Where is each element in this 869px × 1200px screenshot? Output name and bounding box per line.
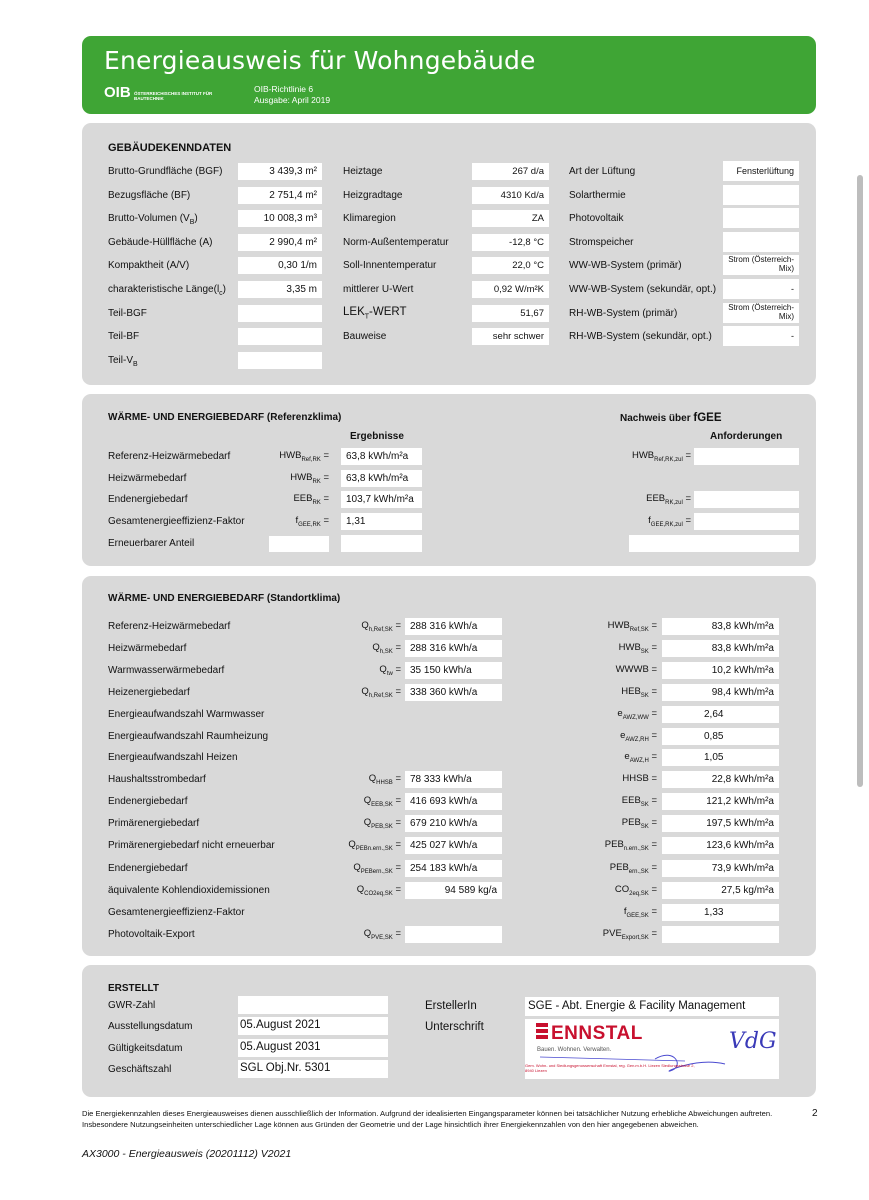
proof-heading [620,412,722,424]
building-value: 2 751,4 m² [238,187,322,204]
site-specific-value: 10,2 kWh/m²a [662,662,779,679]
system-value: Strom (Österreich-Mix) [723,303,799,323]
label-text: Klimaregion [343,213,396,224]
page-number: 2 [812,1108,818,1119]
building-label [108,308,147,319]
created-value: SGL Obj.Nr. 5301 [238,1060,388,1078]
proof-fgee: fGEE [693,412,722,424]
system-value [723,208,799,228]
symbol-sub: h,Ref,SK [368,626,393,633]
label-sub: B [189,219,195,226]
symbol-sub: n.ern.,SK [623,845,649,852]
building-value: 3,35 m [238,281,322,298]
requirement-value [629,535,799,552]
symbol-main: e [617,708,623,719]
symbol-main: HWB [279,450,302,461]
symbol-main: HWB [618,642,641,653]
site-specific-value: 121,2 kWh/m²a [662,793,779,810]
building-label [108,355,138,368]
symbol-main: Q [353,862,361,873]
page-title: Energieausweis für Wohngebäude [104,46,536,75]
symbol-main: EEB [646,493,666,504]
site-symbol: $Q_{h,Ref,SK}$ = [361,686,401,699]
site-value: 288 316 kWh/a [405,618,502,635]
climate-label [343,213,396,224]
site-symbol-specific: $PVE_{Export,SK}$ = [602,928,657,941]
proof-text: Nachweis über [620,413,691,424]
label-text: mittlerer U-Wert [343,284,414,295]
symbol-sub: Ref,RK,zul [654,456,683,463]
site-specific-value: 22,8 kWh/m²a [662,771,779,788]
climate-label [343,260,436,271]
site-symbol-specific: $PEB_{n.ern.,SK}$ = [604,839,657,852]
site-label: Photovoltaik-Export [108,929,195,940]
symbol-main: f [648,515,651,526]
system-label: Stromspeicher [569,237,634,248]
label-end: -WERT [369,306,407,318]
guideline-name: OIB-Richtlinie 6 [254,84,314,94]
building-label [108,284,226,297]
building-value [238,328,322,345]
climate-label [343,166,382,177]
system-value [723,232,799,252]
site-specific-value: 2,64 [662,706,779,723]
symbol-main: Q [361,620,369,631]
label-text: Bauweise [343,331,387,342]
site-value: 679 210 kWh/a [405,815,502,832]
page-header [82,36,816,114]
symbol-main: PEB [609,862,629,873]
symbol-main: PVE [602,928,622,939]
reference-label: Gesamtenergieeffizienz-Faktor [108,516,245,527]
label-text: charakteristische Länge(l [108,284,220,295]
symbol-sub: Ref,RK [301,456,321,463]
climate-value: 0,92 W/m²K [472,281,549,298]
disclaimer-text: Die Energiekennzahlen dieses Energieausweises dienen ausschließlich der Information. Aufgrund der idealisierten Eingangsparameter können bei tatsächlicher Nutzung erhebliche Abweichungen auftreten. Insbesondere Nutzungseinheiten unterschiedlicher Lage können aus Gründen der Geometrie und der Lage hinsichtlich ihrer Energiekennzahlen von den hier angegebenen abweichen. [82,1109,773,1129]
site-label: Gesamtenergieeffizienz-Faktor [108,907,245,918]
requirement-symbol: $f_{GEE,RK,zul}$ = [648,515,691,528]
created-label: Ausstellungsdatum [108,1021,193,1032]
symbol-sub: PEBn.ern.,SK [355,845,393,852]
label-text: Soll-Innentemperatur [343,260,437,271]
symbol-main: HWB [607,620,630,631]
label-text: Kompaktheit (A/V) [108,260,190,271]
system-label: RH-WB-System (primär) [569,308,678,319]
reference-symbol: $EEB_{RK}$ = [293,493,329,506]
oib-logo: OIB [104,84,131,101]
created-heading: ERSTELLT [108,983,159,994]
site-value: 288 316 kWh/a [405,640,502,657]
site-value: 254 183 kWh/a [405,860,502,877]
symbol-sub: AWZ,WW [622,714,649,721]
climate-value: 22,0 °C [472,257,549,274]
site-specific-value: 123,6 kWh/m²a [662,837,779,854]
label-end: ) [194,213,198,224]
symbol-sub: GEE,RK,zul [650,521,683,528]
site-label: Primärenergiebedarf [108,818,200,829]
climate-label [343,237,449,248]
site-label: Primärenergiebedarf nicht erneuerbar [108,840,275,851]
symbol-sub: tw [386,670,393,677]
reference-value: 63,8 kWh/m²a [341,470,422,487]
site-label: äquivalente Kohlendioxidemissionen [108,885,270,896]
site-label: Endenergiebedarf [108,796,188,807]
site-label: Energieaufwandszahl Heizen [108,752,238,763]
symbol-sub: CO2eq,SK [364,890,393,897]
label-sub: c [219,290,223,297]
system-label: WW-WB-System (primär) [569,260,682,271]
site-symbol-specific: $f_{GEE,SK}$ = [623,906,657,919]
created-value: 05.August 2021 [238,1017,388,1035]
site-value: 78 333 kWh/a [405,771,502,788]
building-label [108,331,139,342]
reference-label: Heizwärmebedarf [108,473,187,484]
building-value [238,305,322,322]
building-heading: GEBÄUDEKENNDATEN [108,142,232,154]
symbol-main: PEB [621,817,641,828]
symbol-main: Q [363,795,372,806]
reference-symbol: $HWB_{RK}$ = [290,472,329,485]
system-value: Fensterlüftung [723,161,799,181]
site-symbol-specific: HHSB = [622,773,657,784]
system-label: WW-WB-System (sekundär, opt.) [569,284,717,295]
climate-value: ZA [472,210,549,227]
guideline-info [254,84,330,106]
site-symbol-specific: $HWB_{SK}$ = [618,642,657,655]
symbol-sub: HHSB [376,779,393,786]
label-text: Gebäude-Hüllfläche (A) [108,237,213,248]
symbol-sub: Export,SK [621,934,649,941]
symbol-main: Q [348,839,356,850]
symbol-sub: SK [640,801,649,808]
reference-value: 103,7 kWh/m²a [341,491,422,508]
symbol-main: e [620,730,626,741]
site-symbol: $Q_{EEB,SK}$ = [363,795,401,808]
building-label [108,237,213,248]
site-symbol-specific: $HEB_{SK}$ = [621,686,657,699]
label-sub: B [133,361,138,368]
reference-value [341,535,422,552]
site-specific-value: 27,5 kg/m²a [662,882,779,899]
symbol-sub: Ref,SK [629,626,649,633]
company-stamp [525,1019,779,1079]
site-symbol: $Q_{h,SK}$ = [372,642,401,655]
symbol-sub: PVE,SK [371,934,393,941]
reference-heading: WÄRME- UND ENERGIEBEDARF (Referenzklima) [108,412,342,423]
requirement-symbol: $HWB_{Ref,RK,zul}$ = [631,450,691,463]
created-label: GWR-Zahl [108,1000,156,1011]
site-value: 425 027 kWh/a [405,837,502,854]
system-value: Strom (Österreich-Mix) [723,255,799,275]
system-value: - [723,326,799,346]
symbol-sub: AWZ,H [629,757,649,764]
site-symbol-specific: $e_{AWZ,WW}$ = [617,708,657,721]
created-value [238,996,388,1014]
site-symbol-specific: $HWB_{Ref,SK}$ = [607,620,657,633]
building-value [238,352,322,369]
symbol-sub: RK [312,478,321,485]
reference-symbol: $f_{GEE,RK}$ = [295,515,329,528]
symbol-main: WWWB [615,664,649,675]
site-specific-value: 73,9 kWh/m²a [662,860,779,877]
building-value: 2 990,4 m² [238,234,322,251]
signature-label: Unterschrift [425,1021,484,1033]
site-specific-value: 0,85 [662,728,779,745]
stamp-logo: ENNSTAL [551,1023,643,1044]
symbol-main: Q [379,664,387,675]
climate-value: sehr schwer [472,328,549,345]
building-label [108,260,189,271]
symbol-main: e [624,751,630,762]
site-symbol: $Q_{PEBern.,SK}$ = [353,862,401,875]
label-text: Teil-BGF [108,308,147,319]
symbol-sub: h,Ref,SK [368,692,393,699]
system-value: - [723,279,799,299]
created-value: 05.August 2031 [238,1039,388,1057]
site-label: Energieaufwandszahl Warmwasser [108,709,265,720]
site-symbol: $Q_{h,Ref,SK}$ = [361,620,401,633]
label-text: LEK [343,306,365,318]
label-text: Teil-V [108,355,134,366]
reference-symbol: $HWB_{Ref,RK}$ = [279,450,329,463]
symbol-sub: PEBern.,SK [360,868,393,875]
site-label: Heizwärmebedarf [108,643,187,654]
label-text: Heizgradtage [343,190,403,201]
site-specific-value: 83,8 kWh/m²a [662,618,779,635]
label-text: Bezugsfläche (BF) [108,190,191,201]
document-id: AX3000 - Energieausweis (20201112) V2021 [82,1148,292,1160]
requirements-heading: Anforderungen [710,431,783,442]
climate-value: 4310 Kd/a [472,187,549,204]
symbol-main: PEB [604,839,624,850]
climate-label [343,284,413,295]
site-specific-value [662,926,779,943]
system-value [723,185,799,205]
climate-label [343,190,402,201]
site-symbol-specific: $e_{AWZ,RH}$ = [620,730,657,743]
label-text: Heiztage [343,166,383,177]
building-value: 0,30 1/m [238,257,322,274]
site-symbol: $Q_{PVE,SK}$ = [363,928,401,941]
site-label: Energieaufwandszahl Raumheizung [108,731,269,742]
site-symbol: $Q_{HHSB}$ = [368,773,401,786]
symbol-main: HWB [631,450,655,461]
climate-value: -12,8 °C [472,234,549,251]
symbol-main: f [623,906,627,917]
symbol-sub: SK [640,823,649,830]
site-symbol-specific: $PEB_{SK}$ = [621,817,657,830]
symbol-sub: AWZ,RH [625,736,649,743]
guideline-edition: Ausgabe: April 2019 [254,95,331,105]
site-symbol: $Q_{PEB,SK}$ = [363,817,401,830]
site-specific-value: 1,05 [662,749,779,766]
site-value: 338 360 kWh/a [405,684,502,701]
symbol-main: EEB [621,795,641,806]
system-label: RH-WB-System (sekundär, opt.) [569,331,712,342]
site-label: Endenergiebedarf [108,863,188,874]
symbol-sub: GEE,SK [626,912,649,919]
site-value [405,926,502,943]
created-label: Gültigkeitsdatum [108,1043,183,1054]
symbol-main: Q [372,642,380,653]
symbol-sub: RK,zul [665,499,683,506]
climate-label [343,306,407,320]
signature: VdG [729,1029,777,1054]
site-symbol-specific: $EEB_{SK}$ = [621,795,657,808]
building-label [108,213,198,226]
climate-value: 51,67 [472,305,549,322]
requirement-value [694,513,799,530]
symbol-main: Q [363,928,372,939]
symbol-main: HHSB [622,773,649,784]
site-symbol: $Q_{tw}$ = [379,664,401,677]
label-end: ) [222,284,227,295]
site-specific-value: 98,4 kWh/m²a [662,684,779,701]
system-label: Solarthermie [569,190,626,201]
symbol-sub: SK [640,692,649,699]
symbol-sub: SK [640,648,649,655]
site-symbol: $Q_{CO2eq,SK}$ = [356,884,401,897]
symbol-sub: RK [312,499,321,506]
site-value: 416 693 kWh/a [405,793,502,810]
site-specific-value: 1,33 [662,904,779,921]
symbol-sub: 2eq,SK [629,890,649,897]
site-value: 94 589 kg/a [405,882,502,899]
system-label: Photovoltaik [569,213,624,224]
reference-value: 1,31 [341,513,422,530]
site-symbol-specific: $PEB_{ern.,SK}$ = [609,862,657,875]
symbol-main: HWB [290,472,313,483]
results-heading: Ergebnisse [350,431,404,442]
label-text: Norm-Außentemperatur [343,237,449,248]
building-data-panel [82,123,816,385]
symbol-main: Q [361,686,369,697]
renewable-box [269,536,329,552]
site-label: Heizenergiebedarf [108,687,190,698]
label-text: Brutto-Volumen (V [108,213,190,224]
symbol-sub: GEE,RK [298,521,321,528]
site-symbol-specific: WWWB = [615,664,657,675]
requirement-value [694,448,799,465]
reference-label: Referenz-Heizwärmebedarf [108,451,231,462]
symbol-main: f [295,515,299,526]
building-label [108,166,222,177]
symbol-sub: ern.,SK [628,868,649,875]
reference-label: Endenergiebedarf [108,494,188,505]
system-label: Art der Lüftung [569,166,636,177]
symbol-sub: EEB,SK [371,801,393,808]
symbol-main: Q [356,884,365,895]
label-sub: T [364,313,370,321]
building-value: 10 008,3 m³ [238,210,322,227]
label-text: Teil-BF [108,331,140,342]
building-label [108,190,190,201]
climate-value: 267 d/a [472,163,549,180]
requirement-value [694,491,799,508]
site-label: Haushaltsstrombedarf [108,774,206,785]
site-symbol: $Q_{PEBn.ern.,SK}$ = [348,839,401,852]
climate-label [343,331,386,342]
created-label: Geschäftszahl [108,1064,172,1075]
site-heading: WÄRME- UND ENERGIEBEDARF (Standortklima) [108,593,341,604]
institute-name: ÖSTERREICHISCHES INSTITUT FÜR BAUTECHNIK [134,91,213,101]
building-value: 3 439,3 m² [238,163,322,180]
creator-value: SGE - Abt. Energie & Facility Management [525,997,779,1016]
symbol-main: EEB [293,493,313,504]
reference-value: 63,8 kWh/m²a [341,448,422,465]
symbol-main: Q [368,773,377,784]
site-label: Referenz-Heizwärmebedarf [108,621,231,632]
symbol-sub: PEB,SK [371,823,393,830]
symbol-main: Q [363,817,372,828]
label-text: Brutto-Grundfläche (BGF) [108,166,223,177]
reference-label: Erneuerbarer Anteil [108,538,195,549]
symbol-main: CO [614,884,630,895]
site-label: Warmwasserwärmebedarf [108,665,225,676]
scrollbar[interactable] [857,175,863,787]
site-symbol-specific: $e_{AWZ,H}$ = [624,751,657,764]
symbol-sub: h,SK [379,648,393,655]
site-symbol-specific: $CO_{2eq,SK}$ = [614,884,657,897]
site-specific-value: 197,5 kWh/m²a [662,815,779,832]
stamp-address: Gem. Wohn- und Siedlungsgenossenschaft Ennstal, reg. Gen.m.b.H. Liezen Siedlungsstraße 2, 8940 Liezen [525,1063,695,1073]
symbol-main: HEB [621,686,641,697]
site-value: 35 150 kWh/a [405,662,502,679]
creator-label: ErstellerIn [425,1000,477,1012]
site-specific-value: 83,8 kWh/m²a [662,640,779,657]
stamp-tagline: Bauen. Wohnen. Verwalten. [537,1047,612,1053]
requirement-symbol: $EEB_{RK,zul}$ = [646,493,691,506]
